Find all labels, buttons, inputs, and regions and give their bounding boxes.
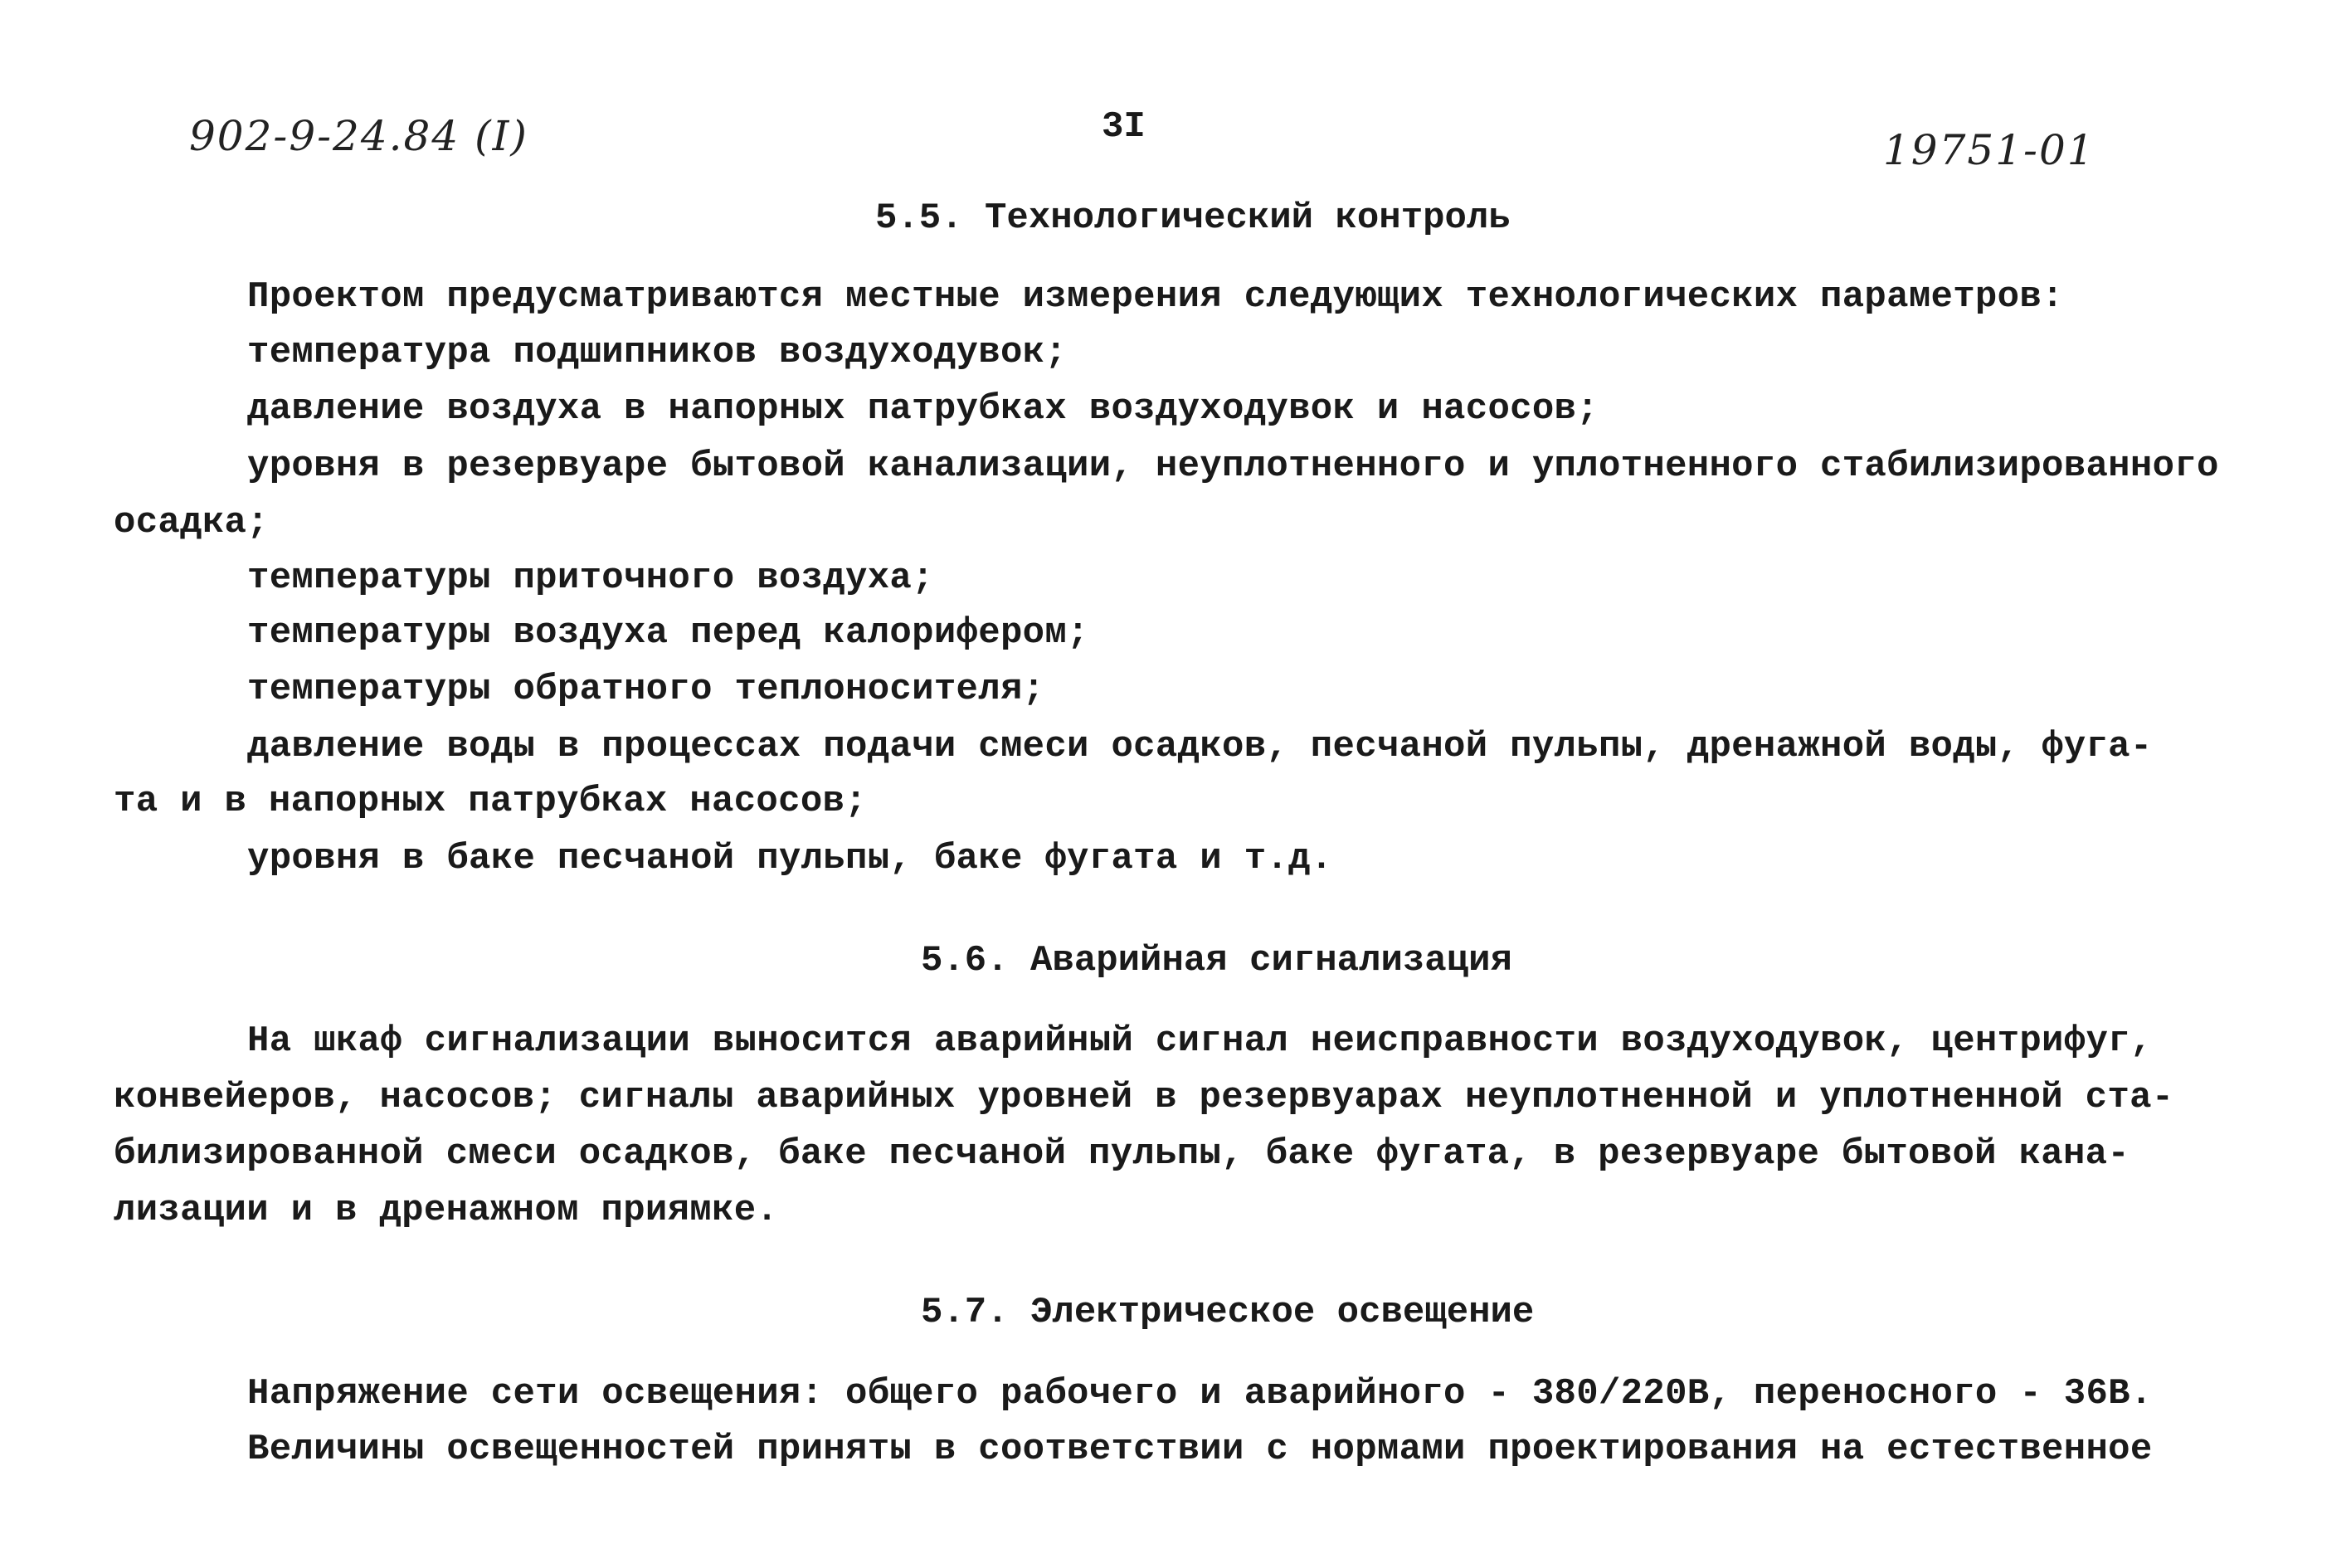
paragraph-line: уровня в баке песчаной пульпы, баке фугата и т.д. bbox=[247, 838, 1333, 879]
section-5-5-title: 5.5. Технологический контроль bbox=[875, 197, 1511, 239]
paragraph-line: Напряжение сети освещения: общего рабочего и аварийного - 380/220В, переносного - 36В. bbox=[247, 1373, 2153, 1415]
paragraph-line: конвейеров, насосов; сигналы аварийных уровней в резервуарах неуплотненной и уплотненной ста- bbox=[114, 1077, 2174, 1118]
document-code-handwritten: 902-9-24.84 (I) bbox=[189, 112, 528, 160]
paragraph-line: температуры воздуха перед калорифером; bbox=[247, 612, 1089, 654]
paragraph-line: осадка; bbox=[114, 502, 269, 543]
paragraph-line: уровня в резервуаре бытовой канализации, неуплотненного и уплотненного стабилизированного bbox=[247, 446, 2219, 487]
paragraph-line: билизированной смеси осадков, баке песчаной пульпы, баке фугата, в резервуаре бытовой кана- bbox=[114, 1133, 2130, 1175]
paragraph-line: та и в напорных патрубках насосов; bbox=[114, 781, 867, 822]
paragraph-line: На шкаф сигнализации выносится аварийный сигнал неисправности воздуходувок, центрифуг, bbox=[247, 1020, 2153, 1062]
page-number: 3I bbox=[1102, 106, 1146, 148]
paragraph-line: температура подшипников воздуходувок; bbox=[247, 332, 1068, 373]
paragraph-line: Величины освещенностей приняты в соответствии с нормами проектирования на естественное bbox=[247, 1429, 2153, 1470]
paragraph-line: Проектом предусматриваются местные измерения следующих технологических параметров: bbox=[247, 276, 2064, 318]
sheet-code-handwritten: 19751-01 bbox=[1883, 126, 2095, 174]
paragraph-line: лизации и в дренажном приямке. bbox=[114, 1190, 779, 1231]
paragraph-line: давление воздуха в напорных патрубках воздуходувок и насосов; bbox=[247, 388, 1599, 430]
paragraph-line: температуры приточного воздуха; bbox=[247, 558, 934, 599]
section-5-7-title: 5.7. Электрическое освещение bbox=[921, 1292, 1535, 1333]
paragraph-line: давление воды в процессах подачи смеси осадков, песчаной пульпы, дренажной воды, фуга- bbox=[247, 726, 2153, 767]
section-5-6-title: 5.6. Аварийная сигнализация bbox=[921, 940, 1512, 981]
paragraph-line: температуры обратного теплоносителя; bbox=[247, 669, 1045, 710]
